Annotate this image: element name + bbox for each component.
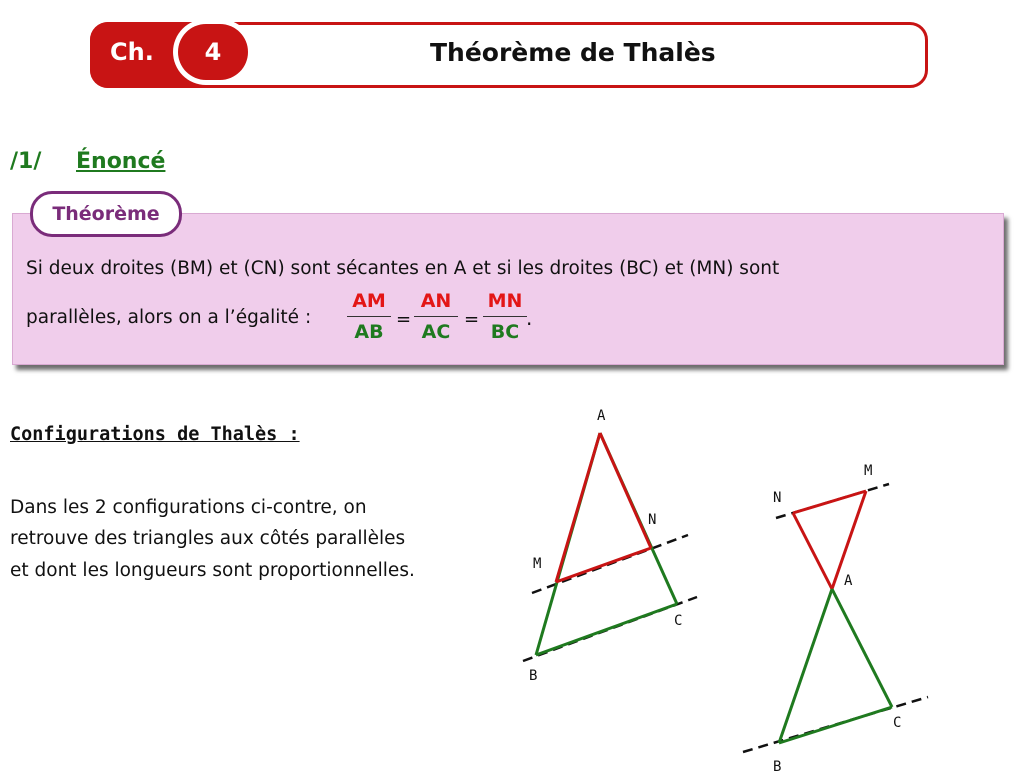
fraction-numerator: AM (352, 290, 386, 312)
point-label-m: M (533, 556, 542, 572)
chapter-number: 4 (178, 24, 248, 80)
side-an (600, 433, 651, 548)
side-ab (779, 589, 832, 743)
fraction-denominator: AC (421, 321, 451, 343)
side-ac (832, 589, 892, 707)
equals-sign: = (464, 309, 480, 330)
fraction-denominator: BC (490, 321, 520, 343)
side-mn (556, 548, 651, 582)
configurations-title: Configurations de Thalès : (10, 424, 300, 445)
theorem-line-1: Si deux droites (BM) et (CN) sont sécantes en A et si les droites (BC) et (MN) sont (26, 258, 780, 279)
configurations-line-2: retrouve des triangles aux côtés parallèles (10, 528, 406, 549)
point-label-n: N (648, 512, 657, 528)
point-label-n: N (773, 490, 782, 506)
side-bc (779, 707, 892, 743)
point-label-a: A (844, 573, 853, 589)
point-label-c: C (674, 613, 683, 629)
point-label-b: B (773, 759, 782, 775)
section-title: Énoncé (76, 149, 166, 174)
fraction-denominator: AB (354, 321, 384, 343)
figure-butterfly-configuration (743, 463, 928, 775)
theorem-tag: Théorème (30, 191, 182, 237)
side-bc (536, 604, 677, 655)
page-title: Théorème de Thalès (430, 38, 716, 67)
figure-triangle-configuration (523, 408, 697, 684)
point-label-c: C (893, 715, 902, 731)
configurations-line-1: Dans les 2 configurations ci-contre, on (10, 497, 367, 518)
final-period: . (526, 306, 533, 330)
point-label-b: B (529, 668, 538, 684)
chapter-label: Ch. (110, 38, 154, 66)
side-na (793, 513, 832, 589)
equals-sign: = (396, 309, 412, 330)
fraction-numerator: AN (420, 290, 452, 312)
section-number: /1/ (10, 149, 42, 174)
side-am (556, 433, 600, 582)
side-nm (793, 491, 866, 513)
fraction-numerator: MN (487, 290, 523, 312)
point-label-a: A (597, 408, 606, 424)
point-label-m: M (864, 463, 873, 479)
configurations-line-3: et dont les longueurs sont proportionnelles. (10, 560, 415, 581)
theorem-line-2: parallèles, alors on a l’égalité : (26, 307, 312, 328)
